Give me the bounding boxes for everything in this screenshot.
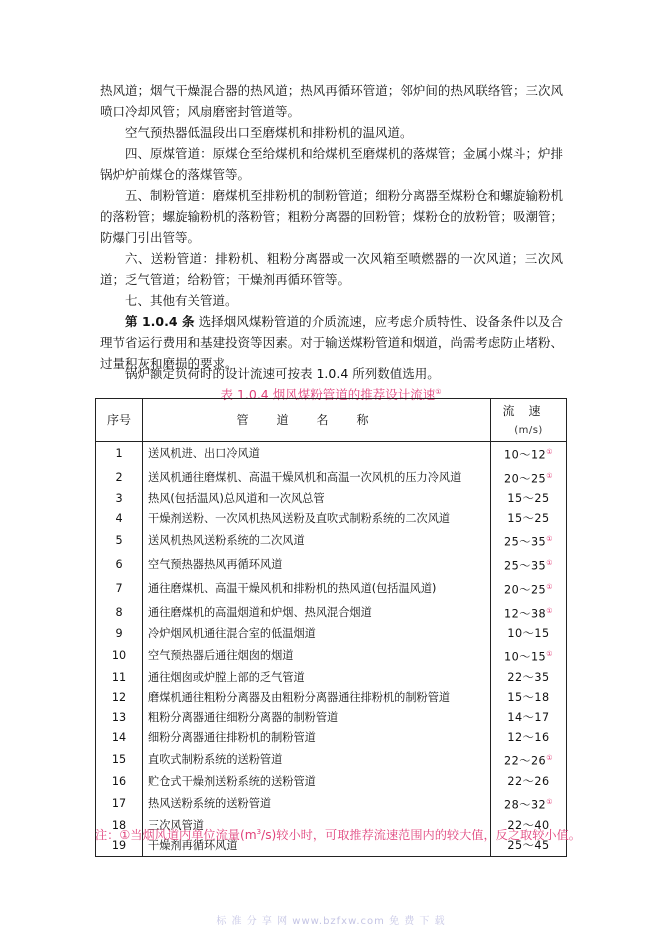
table-header-row (96, 399, 567, 442)
row-number: 18 (96, 816, 143, 836)
row-number: 2 (96, 466, 143, 490)
pipe-name: 干燥剂再循环风道 (143, 836, 491, 857)
article-label: 第 1.0.4 条 (125, 314, 195, 329)
table-row (96, 553, 567, 577)
pipe-name: 细粉分离器通往排粉机的制粉管道 (143, 728, 491, 748)
table-row (96, 601, 567, 625)
speed-value: 22～35 (507, 671, 550, 685)
header-no: 序号 (96, 399, 143, 442)
table-row (96, 577, 567, 601)
speed-cell (491, 553, 567, 577)
table-row (96, 442, 567, 466)
row-number: 13 (96, 708, 143, 728)
speed-value: 28～32 (504, 798, 547, 812)
paragraph-conveying-pipes: 六、送粉管道：排粉机、粗粉分离器或一次风箱至喷燃器的一次风道；三次风道；乏气管道；给粉管；干燥剂再循环管等。 (100, 251, 563, 287)
watermark-footer: 标 准 分 享 网 www.bzfxw.com 免 费 下 载 (216, 916, 446, 927)
table-row (96, 792, 567, 816)
footnote-mark: ① (546, 582, 553, 591)
speed-cell (491, 601, 567, 625)
pipe-name: 贮仓式干燥剂送粉系统的送粉管道 (143, 772, 491, 792)
pipe-name: 通往烟囱或炉膛上部的乏气管道 (143, 668, 491, 688)
table-body (96, 442, 567, 857)
recommended-speed-table (95, 398, 567, 857)
row-number: 16 (96, 772, 143, 792)
table-row (96, 748, 567, 772)
speed-cell (491, 509, 567, 529)
speed-value: 14～17 (507, 711, 550, 725)
caption-footnote-mark: ① (435, 387, 442, 396)
table-row (96, 509, 567, 529)
footnote-mark: ① (546, 606, 553, 615)
speed-cell (491, 772, 567, 792)
table-row (96, 668, 567, 688)
pipe-name: 送风机热风送粉系统的二次风道 (143, 529, 491, 553)
table-row (96, 708, 567, 728)
row-number: 8 (96, 601, 143, 625)
pipe-name: 干燥剂送粉、一次风机热风送粉及直吹式制粉系统的二次风道 (143, 509, 491, 529)
speed-cell (491, 442, 567, 466)
row-number: 11 (96, 668, 143, 688)
speed-cell (491, 688, 567, 708)
row-number: 12 (96, 688, 143, 708)
table-row (96, 624, 567, 644)
footnote-mark: ① (546, 650, 553, 659)
pipe-name: 空气预热器后通往烟囱的烟道 (143, 644, 491, 668)
footnote-mark: ① (546, 754, 553, 763)
speed-cell (491, 624, 567, 644)
speed-value: 15～25 (507, 512, 550, 526)
table-row (96, 728, 567, 748)
pipe-name: 三次风管道 (143, 816, 491, 836)
speed-cell (491, 708, 567, 728)
row-number: 17 (96, 792, 143, 816)
paragraph-warm-air-ducts: 空气预热器低温段出口至磨煤机和排粉机的温风道。 (125, 125, 413, 140)
speed-value: 25～35 (504, 559, 547, 573)
row-number: 10 (96, 644, 143, 668)
pipe-name: 粗粉分离器通往细粉分离器的制粉管道 (143, 708, 491, 728)
speed-value: 12～38 (504, 607, 547, 621)
row-number: 5 (96, 529, 143, 553)
row-number: 19 (96, 836, 143, 857)
header-speed (491, 399, 567, 442)
table-caption-text: 表 1.0.4 烟风煤粉管道的推荐设计流速 (220, 387, 436, 402)
pipe-name: 送风机通往磨煤机、高温干燥风机和高温一次风机的压力冷风道 (143, 466, 491, 490)
header-speed-unit: (m/s) (514, 425, 543, 436)
row-number: 7 (96, 577, 143, 601)
speed-value: 15～25 (507, 492, 550, 506)
header-speed-label: 流速 (502, 404, 555, 418)
speed-value: 25～45 (507, 838, 550, 852)
speed-value: 20～25 (504, 472, 547, 486)
row-number: 9 (96, 624, 143, 644)
speed-cell (491, 489, 567, 509)
footnote-mark: ① (546, 559, 553, 568)
speed-cell (491, 668, 567, 688)
speed-cell (491, 728, 567, 748)
row-number: 14 (96, 728, 143, 748)
footnote-mark: ① (546, 448, 553, 456)
pipe-name: 热风(包括温风)总风道和一次风总管 (143, 489, 491, 509)
table-row (96, 529, 567, 553)
speed-value: 22～26 (507, 774, 550, 788)
row-number: 15 (96, 748, 143, 772)
pipe-name: 热风送粉系统的送粉管道 (143, 792, 491, 816)
table-note-part-b: /s)较小时，可取推荐流速范围内的较大值，反之取较小值。 (261, 828, 581, 842)
paragraph-design-speed-intro: 锅炉额定负荷时的设计流速可按表 1.0.4 所列数值选用。 (125, 366, 440, 381)
row-number: 6 (96, 553, 143, 577)
speed-value: 12～16 (507, 731, 550, 745)
table-row (96, 466, 567, 490)
row-number: 4 (96, 509, 143, 529)
table-note-part-a: 注：①当烟风道内单位流量(m (95, 828, 257, 842)
header-name: 管道名称 (143, 399, 491, 442)
pipe-name: 磨煤机通往粗粉分离器及由粗粉分离器通往排粉机的制粉管道 (143, 688, 491, 708)
row-number: 1 (96, 442, 143, 466)
speed-cell (491, 577, 567, 601)
row-number: 3 (96, 489, 143, 509)
pipe-name: 送风机进、出口冷风道 (143, 442, 491, 466)
paragraph-hot-air-ducts: 热风道；烟气干燥混合器的热风道；热风再循环管道；邻炉间的热风联络管；三次风喷口冷却风管；风扇磨密封管道等。 (100, 83, 563, 119)
pipe-name: 冷炉烟风机通往混合室的低温烟道 (143, 624, 491, 644)
table-note-superscript: 3 (256, 827, 262, 836)
speed-cell (491, 792, 567, 816)
footnote-mark: ① (546, 471, 553, 480)
pipe-name: 直吹式制粉系统的送粉管道 (143, 748, 491, 772)
table-row (96, 489, 567, 509)
table-row (96, 644, 567, 668)
pipe-name: 空气预热器热风再循环风道 (143, 553, 491, 577)
speed-value: 15～18 (507, 691, 550, 705)
paragraph-raw-coal-pipes: 四、原煤管道：原煤仓至给煤机和给煤机至磨煤机的落煤管；金属小煤斗；炉排锅炉炉前煤仓的落煤管等。 (100, 146, 563, 182)
table-row (96, 688, 567, 708)
speed-value: 10～15 (507, 627, 550, 641)
speed-value: 20～25 (504, 583, 547, 597)
table-note (95, 826, 581, 843)
table-row (96, 772, 567, 792)
paragraph-other-pipes: 七、其他有关管道。 (125, 293, 238, 308)
speed-cell (491, 529, 567, 553)
speed-cell (491, 644, 567, 668)
pipe-name: 通往磨煤机的高温烟道和炉烟、热风混合烟道 (143, 601, 491, 625)
speed-value: 22～26 (504, 754, 547, 768)
paragraph-pulverizing-pipes: 五、制粉管道：磨煤机至排粉机的制粉管道；细粉分离器至煤粉仓和螺旋输粉机的落粉管；螺旋输粉机的落粉管；粗粉分离器的回粉管；煤粉仓的放粉管；吸潮管；防爆门引出管等。 (100, 188, 563, 245)
speed-cell (491, 748, 567, 772)
speed-value: 10～15 (504, 651, 547, 665)
speed-cell (491, 466, 567, 490)
speed-value: 10～12 (504, 448, 547, 462)
article-text: 选择烟风煤粉管道的介质流速，应考虑介质特性、设备条件以及合理节省运行费用和基建投资等因素。对于输送煤粉管道和烟道，尚需考虑防止堵粉、过量积灰和磨损的要求。 (100, 314, 563, 371)
speed-value: 25～35 (504, 536, 547, 550)
speed-value: 22～40 (507, 818, 550, 832)
footnote-mark: ① (546, 797, 553, 806)
footnote-mark: ① (546, 535, 553, 544)
pipe-name: 通往磨煤机、高温干燥风机和排粉机的热风道(包括温风道) (143, 577, 491, 601)
